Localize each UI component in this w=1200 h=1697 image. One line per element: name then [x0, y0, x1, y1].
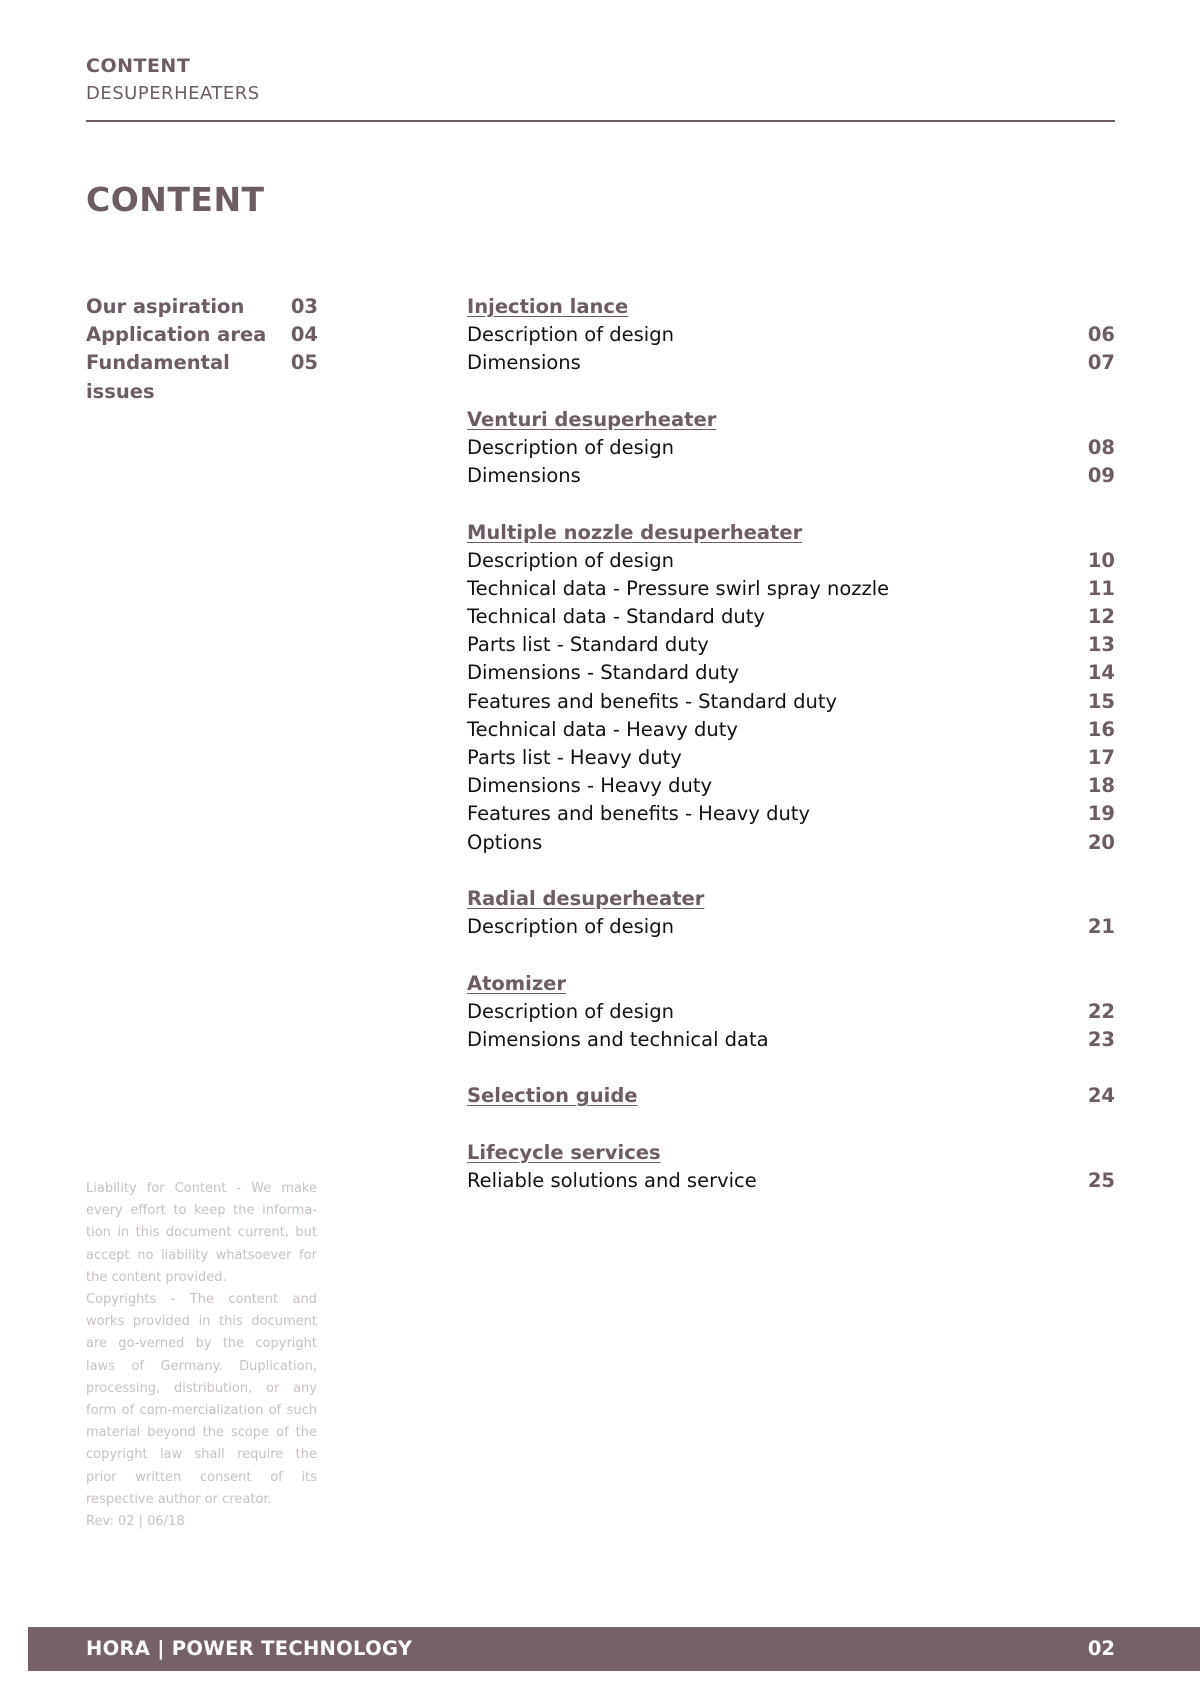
footer-page-number: 02 — [1087, 1637, 1115, 1660]
toc-entry[interactable] — [467, 998, 1115, 1026]
toc-entry-page: 22 — [1087, 999, 1115, 1023]
toc-entry-label: Description of design — [467, 915, 674, 939]
toc-entry-label: Options — [467, 830, 543, 854]
toc-entry-page: 06 — [1087, 323, 1115, 347]
toc-entry-page: 03 — [290, 295, 318, 318]
toc-section — [467, 885, 1115, 941]
toc-entry[interactable] — [467, 800, 1115, 828]
toc-entry-page: 15 — [1087, 689, 1115, 713]
toc-section-heading-row — [467, 406, 1115, 434]
toc-entry-page: 21 — [1087, 915, 1115, 939]
toc-entry-page: 20 — [1087, 830, 1115, 854]
toc-section — [467, 519, 1115, 857]
toc-section-heading-row — [467, 293, 1115, 321]
toc-entry-label: Description of design — [467, 323, 674, 347]
toc-entry-page: 04 — [290, 323, 318, 347]
toc-entry-page: 16 — [1087, 717, 1115, 741]
liability-notice: Liability for Content - We make every effort to keep the informa-tion in this document current, but accept no liability whatsoever for the content provided. — [86, 1181, 317, 1285]
toc-section — [467, 970, 1115, 1055]
toc-section — [467, 406, 1115, 491]
left-toc-row[interactable] — [86, 349, 318, 403]
toc-entry-label: Features and benefits - Heavy duty — [467, 802, 810, 826]
toc-entry[interactable] — [467, 462, 1115, 490]
toc-section-link[interactable]: Injection lance — [467, 295, 629, 318]
toc-entry-page: 13 — [1087, 633, 1115, 657]
toc-entry-page: 25 — [1087, 1168, 1115, 1192]
toc-section-link[interactable]: Multiple nozzle desuperheater — [467, 520, 803, 544]
toc-entry-label: Features and benefits - Standard duty — [467, 689, 838, 713]
toc-entry-page: 17 — [1087, 746, 1115, 769]
toc-entry-page: 10 — [1087, 548, 1115, 572]
toc-entry-label: Dimensions — [467, 464, 581, 488]
toc-entry[interactable] — [467, 829, 1115, 857]
toc-entry-label: Dimensions and technical data — [467, 1027, 769, 1051]
toc-entry-label: Technical data - Pressure swirl spray nozzle — [467, 576, 890, 600]
toc-entry[interactable] — [467, 434, 1115, 462]
toc-section-heading-row — [467, 519, 1115, 547]
toc-section — [467, 293, 1115, 378]
toc-entry-page: 18 — [1087, 774, 1115, 798]
toc-entry[interactable] — [467, 772, 1115, 800]
toc-entry-page: 05 — [290, 351, 318, 375]
toc-entry[interactable] — [467, 716, 1115, 744]
toc-entry-label: Parts list - Standard duty — [467, 633, 709, 657]
revision-label: Rev: 02 | 06/18 — [86, 1514, 185, 1530]
toc-section-link[interactable]: Atomizer — [467, 971, 567, 995]
toc-entry[interactable] — [467, 603, 1115, 631]
toc-entry[interactable] — [467, 349, 1115, 377]
left-toc — [86, 293, 318, 403]
toc-entry[interactable] — [467, 1167, 1115, 1195]
footer-brand: HORA | POWER TECHNOLOGY — [86, 1637, 413, 1660]
toc-entry[interactable] — [467, 547, 1115, 575]
left-toc-row[interactable] — [86, 321, 318, 349]
toc-entry-label: Technical data - Heavy duty — [467, 717, 738, 741]
toc-entry-label: Technical data - Standard duty — [467, 605, 765, 629]
running-header — [86, 52, 260, 108]
toc-entry-page: 23 — [1087, 1027, 1115, 1051]
toc-section-link[interactable]: Lifecycle services — [467, 1140, 661, 1164]
toc-entry-page: 08 — [1087, 435, 1115, 459]
toc-entry-page: 19 — [1087, 802, 1115, 826]
toc-entry-page: 07 — [1087, 351, 1115, 375]
toc-section-heading-row — [467, 885, 1115, 913]
copyright-notice: Copyrights - The content and works provided in this document are go-verned by the copyright laws of Germany. Duplication, processing, distribution, or any form of com-mercialization of such material beyond the scope of the copyright law shall require the prior written consent of its respective author or creator. — [86, 1292, 317, 1507]
toc-entry[interactable] — [467, 659, 1115, 687]
toc-section-link[interactable]: Selection guide — [467, 1084, 638, 1108]
toc-entry-label: Parts list - Heavy duty — [467, 746, 682, 769]
toc-entry-page: 11 — [1087, 576, 1115, 600]
left-toc-row[interactable] — [86, 293, 318, 321]
toc-entry-label: Our aspiration — [86, 295, 245, 318]
disclaimer — [86, 1178, 317, 1533]
header-subtitle: DESUPERHEATERS — [86, 83, 260, 104]
toc-entry-label: Reliable solutions and service — [467, 1168, 757, 1192]
toc-section — [467, 1082, 1115, 1110]
toc-section-link[interactable]: Radial desuperheater — [467, 886, 705, 910]
toc-entry-label: Dimensions - Standard duty — [467, 661, 740, 685]
toc-entry-page: 12 — [1087, 605, 1115, 629]
toc-entry[interactable] — [467, 575, 1115, 603]
toc-entry[interactable] — [467, 1026, 1115, 1054]
toc-entry[interactable] — [467, 913, 1115, 941]
toc-entry-label: Dimensions - Heavy duty — [467, 774, 713, 798]
toc-entry[interactable] — [467, 744, 1115, 772]
toc-entry-label: Description of design — [467, 435, 674, 459]
page-title: CONTENT — [86, 180, 265, 219]
toc-entry-label: Description of design — [467, 548, 674, 572]
toc-entry[interactable] — [467, 321, 1115, 349]
toc-entry[interactable] — [467, 631, 1115, 659]
toc-section — [467, 1139, 1115, 1195]
toc-entry-label: Fundamental issues — [86, 351, 230, 403]
toc-section-heading-row — [467, 1082, 1115, 1110]
toc-entry-page: 14 — [1087, 661, 1115, 685]
toc-entry-label: Dimensions — [467, 351, 581, 375]
toc-section-link[interactable]: Venturi desuperheater — [467, 407, 717, 431]
toc-section-page: 24 — [1087, 1084, 1115, 1108]
toc-entry-label: Application area — [86, 323, 267, 347]
toc-entry[interactable] — [467, 688, 1115, 716]
toc-section-heading-row — [467, 1139, 1115, 1167]
header-title: CONTENT — [86, 55, 191, 77]
footer-bar — [28, 1627, 1200, 1671]
toc-section-heading-row — [467, 970, 1115, 998]
right-toc — [467, 293, 1115, 1223]
header-divider — [86, 120, 1115, 122]
toc-entry-label: Description of design — [467, 999, 674, 1023]
toc-entry-page: 09 — [1087, 464, 1115, 488]
